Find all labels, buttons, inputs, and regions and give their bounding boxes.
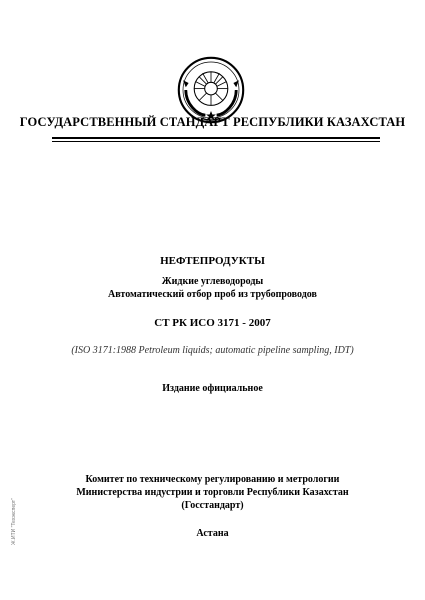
document-subtitle-line2: Автоматический отбор проб из трубопроводов	[108, 289, 317, 300]
publisher-line2: Министерства индустрии и торговли Республики Казахстан	[76, 487, 349, 498]
header-rule-thin	[52, 141, 380, 142]
sidebar-watermark: Ж.ИТИ "Техэксперт"	[11, 498, 17, 545]
publisher-line1: Комитет по техническому регулированию и метрологии	[85, 474, 340, 485]
iso-reference: (ISO 3171:1988 Petroleum liquids; automatic pipeline sampling, IDT)	[71, 345, 354, 356]
header-rule-thick	[52, 137, 380, 139]
document-subtitle-line1: Жидкие углеводороды	[161, 276, 264, 287]
state-standard-title: ГОСУДАРСТВЕННЫЙ СТАНДАРТ РЕСПУБЛИКИ КАЗАХСТАН	[19, 115, 406, 129]
edition-label: Издание официальное	[162, 383, 263, 394]
city-label: Астана	[196, 528, 229, 539]
document-category: НЕФТЕПРОДУКТЫ	[160, 255, 265, 267]
publisher-line3: (Госстандарт)	[181, 500, 244, 511]
standard-number: СТ РК ИСО 3171 - 2007	[154, 317, 271, 329]
